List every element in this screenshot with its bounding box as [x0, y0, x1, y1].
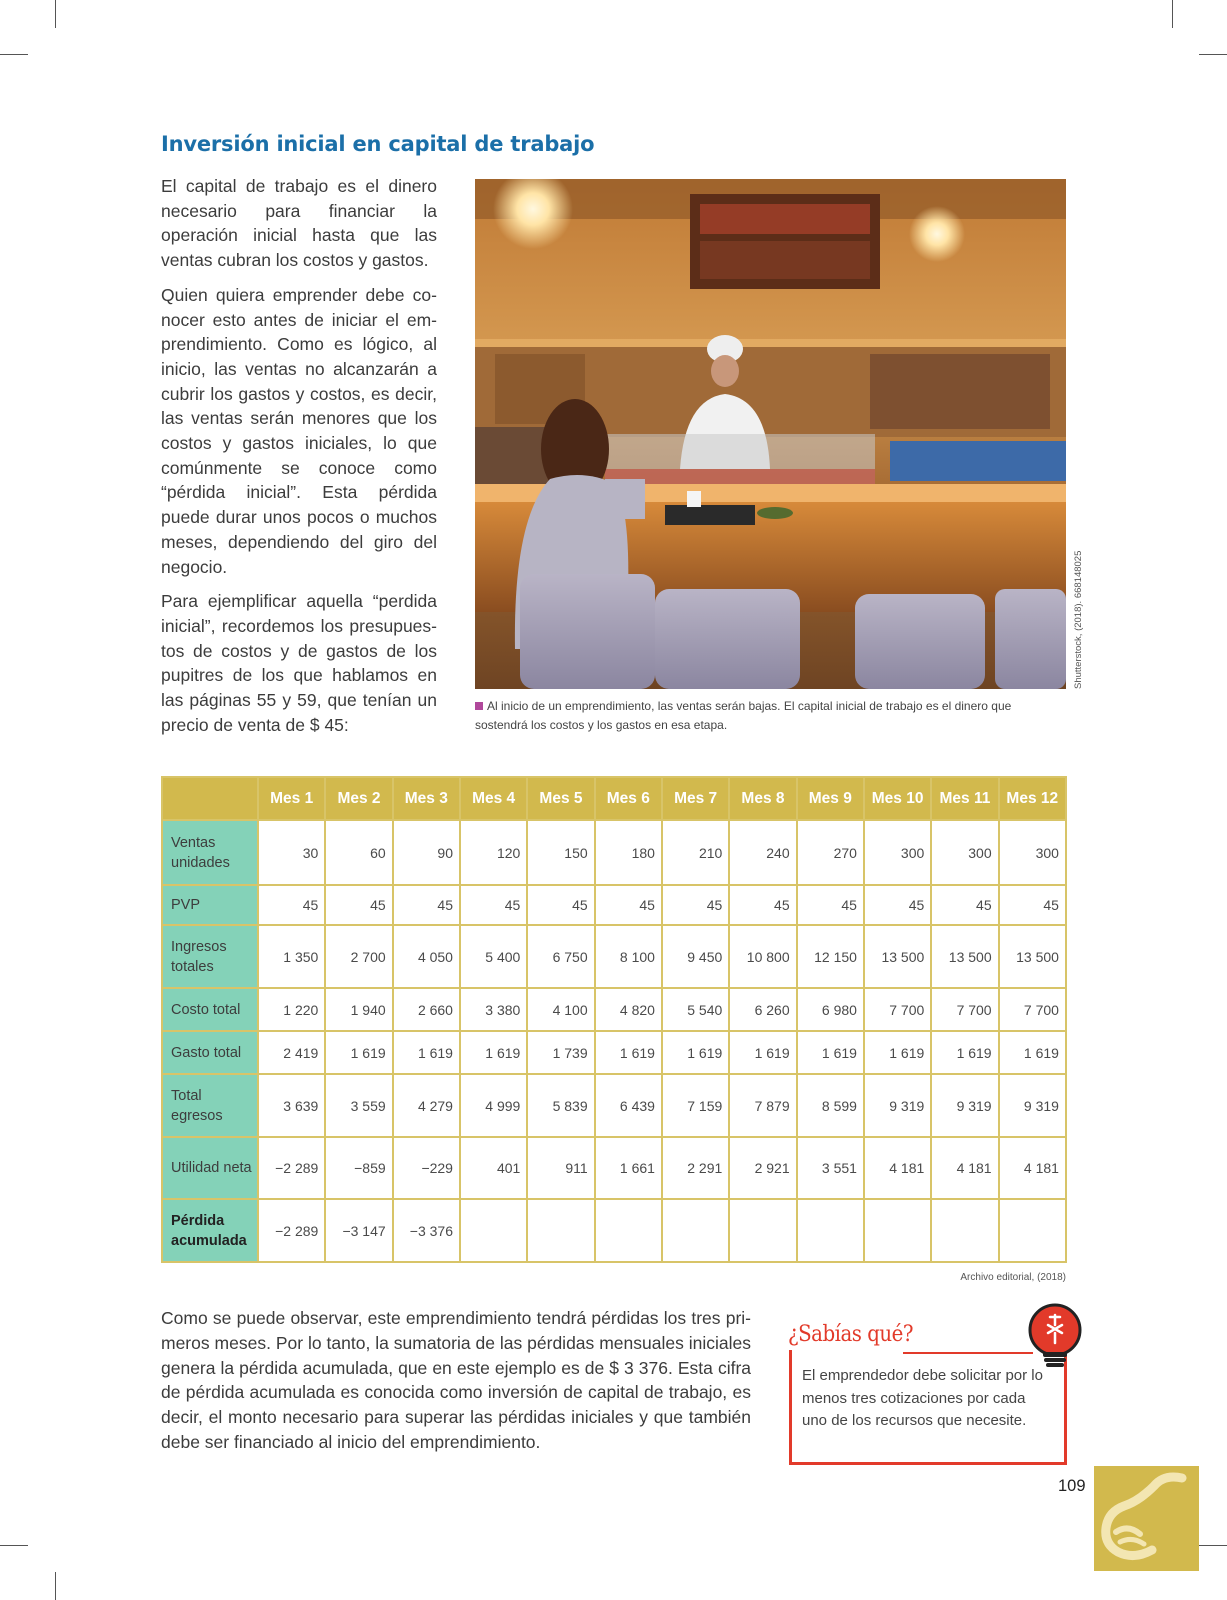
paragraph: Quien quiera emprender debe conocer esto antes de iniciar el emprendimiento. Como es lógico, al inicio, las ventas no alcanzarán a cubrir los gastos y costos, es decir, las ventas serán menores que los costos y gastos iniciales, lo que comúnmente se conoce como “pérdida inicial”. Esta pérdida puede durar unos pocos o muchos meses, dependiendo del giro del negocio. — [161, 284, 437, 577]
row-header: Ingresos totales — [162, 925, 258, 988]
caption-bullet-icon — [475, 702, 483, 710]
table-row — [162, 1137, 1066, 1199]
paragraph: El capital de trabajo es el dinero necesario para financiar la operación inicial hasta que las ventas cubran los costos y gastos. — [161, 176, 437, 271]
table-cell: 4 181 — [864, 1137, 931, 1199]
table-cell: 1 619 — [325, 1031, 392, 1074]
table-cell: 6 750 — [527, 925, 594, 988]
lightbulb-icon — [1024, 1303, 1086, 1376]
table-cell — [999, 1199, 1066, 1262]
table-cell: 7 159 — [662, 1074, 729, 1137]
column-header: Mes 12 — [999, 777, 1066, 820]
table-cell: 120 — [460, 820, 527, 885]
row-header: PVP — [162, 885, 258, 925]
page-number: 109 — [1058, 1477, 1086, 1495]
table-cell: 1 619 — [931, 1031, 998, 1074]
table-cell: 4 181 — [999, 1137, 1066, 1199]
table-cell: 9 319 — [864, 1074, 931, 1137]
table-cell: 45 — [460, 885, 527, 925]
column-header: Mes 3 — [393, 777, 460, 820]
table-cell: 13 500 — [864, 925, 931, 988]
table-cell: 45 — [662, 885, 729, 925]
row-header: Ventas unidades — [162, 820, 258, 885]
crop-mark — [1199, 1545, 1227, 1546]
table-cell: −229 — [393, 1137, 460, 1199]
table-cell: 13 500 — [931, 925, 998, 988]
table-cell: 30 — [258, 820, 325, 885]
table-cell: 45 — [325, 885, 392, 925]
table-cell: 4 181 — [931, 1137, 998, 1199]
table-cell: 3 559 — [325, 1074, 392, 1137]
table-cell: 1 619 — [729, 1031, 796, 1074]
table-cell: 7 700 — [931, 988, 998, 1031]
table-cell — [931, 1199, 998, 1262]
table-cell: 4 279 — [393, 1074, 460, 1137]
column-header: Mes 7 — [662, 777, 729, 820]
crop-mark — [0, 1545, 28, 1546]
table-cell: 9 450 — [662, 925, 729, 988]
table-cell: 3 380 — [460, 988, 527, 1031]
table-cell: 5 540 — [662, 988, 729, 1031]
table-cell: 1 739 — [527, 1031, 594, 1074]
table-cell: −3 376 — [393, 1199, 460, 1262]
table-cell: 12 150 — [797, 925, 864, 988]
table-cell: 300 — [931, 820, 998, 885]
table-cell: −2 289 — [258, 1137, 325, 1199]
column-header: Mes 5 — [527, 777, 594, 820]
table-cell: 6 260 — [729, 988, 796, 1031]
table-cell: 1 619 — [460, 1031, 527, 1074]
table-cell: 4 050 — [393, 925, 460, 988]
section-heading: Inversión inicial en capital de trabajo — [161, 132, 595, 156]
table-cell: −2 289 — [258, 1199, 325, 1262]
table-cell: 2 660 — [393, 988, 460, 1031]
table-cell: 9 319 — [999, 1074, 1066, 1137]
table-cell: 3 551 — [797, 1137, 864, 1199]
column-header: Mes 2 — [325, 777, 392, 820]
column-header: Mes 10 — [864, 777, 931, 820]
table-cell: 8 599 — [797, 1074, 864, 1137]
sales-table — [161, 776, 1067, 1263]
column-header: Mes 1 — [258, 777, 325, 820]
table-cell: 7 879 — [729, 1074, 796, 1137]
table-cell: 90 — [393, 820, 460, 885]
table-cell: 150 — [527, 820, 594, 885]
table-cell: 10 800 — [729, 925, 796, 988]
table-row — [162, 820, 1066, 885]
table-cell: 1 661 — [595, 1137, 662, 1199]
sidebar-text: El emprendedor debe solicitar por lo menos tres cotizaciones por cada uno de los recursos que necesite. — [802, 1367, 1043, 1429]
table-cell: 45 — [258, 885, 325, 925]
table-cell: 45 — [393, 885, 460, 925]
table-cell — [662, 1199, 729, 1262]
table-cell — [527, 1199, 594, 1262]
table-cell: 1 220 — [258, 988, 325, 1031]
table-row — [162, 988, 1066, 1031]
table-cell — [797, 1199, 864, 1262]
column-header: Mes 8 — [729, 777, 796, 820]
row-header: Total egresos — [162, 1074, 258, 1137]
table-cell: 6 439 — [595, 1074, 662, 1137]
table-cell: 2 921 — [729, 1137, 796, 1199]
table-cell: 9 319 — [931, 1074, 998, 1137]
row-header: Costo total — [162, 988, 258, 1031]
table-cell: 45 — [931, 885, 998, 925]
column-header: Mes 11 — [931, 777, 998, 820]
table-cell: 180 — [595, 820, 662, 885]
table-cell: 240 — [729, 820, 796, 885]
table-cell: 1 619 — [864, 1031, 931, 1074]
table-cell: 1 940 — [325, 988, 392, 1031]
table-cell: 1 619 — [999, 1031, 1066, 1074]
table-cell: 270 — [797, 820, 864, 885]
table-cell: 1 619 — [393, 1031, 460, 1074]
table-cell: 911 — [527, 1137, 594, 1199]
crop-mark — [1172, 0, 1173, 28]
column-header: Mes 6 — [595, 777, 662, 820]
row-header: Gasto total — [162, 1031, 258, 1074]
table-cell: 300 — [999, 820, 1066, 885]
table-cell: 7 700 — [999, 988, 1066, 1031]
table-cell: 2 419 — [258, 1031, 325, 1074]
sidebar-title: ¿Sabías qué? — [788, 1322, 913, 1347]
table-body — [162, 820, 1066, 1262]
table-cell: 6 980 — [797, 988, 864, 1031]
table-cell: 2 700 — [325, 925, 392, 988]
table-cell: 1 619 — [595, 1031, 662, 1074]
caption-text: Al inicio de un emprendimiento, las ventas serán bajas. El capital inicial de trabajo es el dinero que sostendrá los costos y los gastos en esa etapa. — [475, 699, 1012, 732]
table-cell: 3 639 — [258, 1074, 325, 1137]
intro-text — [161, 174, 437, 747]
crop-mark — [55, 0, 56, 28]
paragraph: Para ejemplificar aquella “perdida inicial”, recordemos los presupuestos de costos y de gastos de los pupitres de los que hablamos en las páginas 55 y 59, que tenían un precio de venta de $ 45: — [161, 591, 437, 735]
row-header: Utilidad neta — [162, 1137, 258, 1199]
table-cell: 4 999 — [460, 1074, 527, 1137]
restaurant-photo — [475, 179, 1066, 689]
table-row — [162, 1074, 1066, 1137]
table-credit: Archivo editorial, (2018) — [960, 1272, 1066, 1283]
table-cell: −859 — [325, 1137, 392, 1199]
table-header-row — [162, 777, 1066, 820]
column-header: Mes 9 — [797, 777, 864, 820]
table-cell: 1 619 — [797, 1031, 864, 1074]
table-cell: 300 — [864, 820, 931, 885]
table-cell: 401 — [460, 1137, 527, 1199]
table-cell: 5 839 — [527, 1074, 594, 1137]
table-cell: 1 350 — [258, 925, 325, 988]
table-row — [162, 925, 1066, 988]
photo-caption — [475, 697, 1066, 735]
table-row — [162, 1031, 1066, 1074]
table-cell: 2 291 — [662, 1137, 729, 1199]
photo-credit: Shutterstock, (2018). 668148025 — [1073, 550, 1084, 689]
table-cell: 1 619 — [662, 1031, 729, 1074]
table-cell: 45 — [797, 885, 864, 925]
table-cell: 45 — [729, 885, 796, 925]
table-cell: 210 — [662, 820, 729, 885]
table-cell: 5 400 — [460, 925, 527, 988]
table-cell: 60 — [325, 820, 392, 885]
table-cell — [864, 1199, 931, 1262]
table-cell — [595, 1199, 662, 1262]
row-header: Pérdida acumulada — [162, 1199, 258, 1262]
table-cell: 7 700 — [864, 988, 931, 1031]
table-cell: −3 147 — [325, 1199, 392, 1262]
table-cell: 45 — [595, 885, 662, 925]
table-cell: 4 820 — [595, 988, 662, 1031]
table-cell: 13 500 — [999, 925, 1066, 988]
header-corner — [162, 777, 258, 820]
table-cell: 45 — [527, 885, 594, 925]
table-cell: 45 — [864, 885, 931, 925]
crop-mark — [0, 54, 28, 55]
decorative-corner-graphic — [1094, 1466, 1199, 1576]
table-cell — [460, 1199, 527, 1262]
crop-mark — [1199, 54, 1227, 55]
table-cell: 45 — [999, 885, 1066, 925]
table-cell — [729, 1199, 796, 1262]
table-row — [162, 885, 1066, 925]
table-cell: 4 100 — [527, 988, 594, 1031]
closing-paragraph: Como se puede observar, este emprendimiento tendrá pérdidas los tres primeros meses. Por lo tanto, la sumatoria de las pérdidas mensuales iniciales genera la pérdida acumulada, que en este ejemplo es de $ 3 376. Esta cifra de pérdida acumulada es conocida como inversión de capital de trabajo, es decir, el monto necesario para superar las pérdidas iniciales y que también debe ser financiado al inicio del emprendimiento. — [161, 1308, 751, 1452]
table-row — [162, 1199, 1066, 1262]
crop-mark — [55, 1572, 56, 1600]
table-cell: 8 100 — [595, 925, 662, 988]
column-header: Mes 4 — [460, 777, 527, 820]
